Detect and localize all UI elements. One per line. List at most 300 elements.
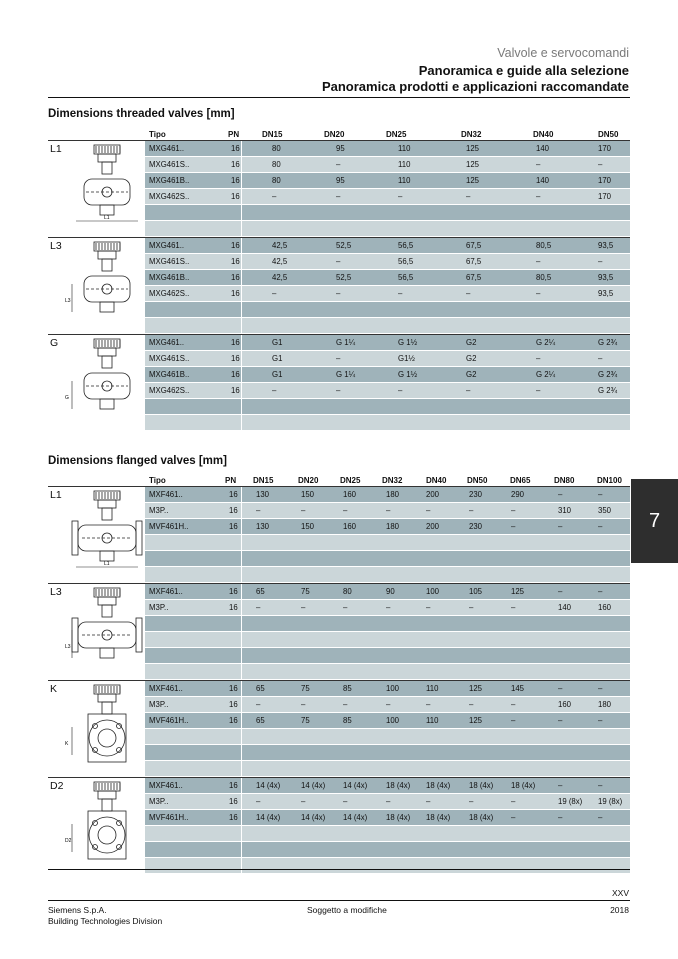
column-separator <box>241 503 242 518</box>
group-rows <box>145 141 630 237</box>
value-cell: – <box>301 603 306 612</box>
pn-cell: 16 <box>231 386 240 395</box>
table-row <box>145 415 630 431</box>
value-cell: – <box>536 257 541 266</box>
value-cell: 52,5 <box>336 273 352 282</box>
column-header: DN100 <box>597 476 622 485</box>
pn-cell: 16 <box>231 273 240 282</box>
type-cell: M3P.. <box>149 700 169 709</box>
value-cell: 110 <box>398 144 411 153</box>
column-separator <box>241 141 242 156</box>
type-cell: MVF461H.. <box>149 716 189 725</box>
table-row <box>145 858 630 874</box>
value-cell: – <box>398 386 403 395</box>
value-cell: G 1¼ <box>336 370 356 379</box>
value-cell: 19 (8x) <box>598 797 623 806</box>
value-cell: 85 <box>343 716 352 725</box>
value-cell: 56,5 <box>398 257 414 266</box>
pn-cell: 16 <box>229 716 238 725</box>
value-cell: – <box>558 587 563 596</box>
pn-cell: 16 <box>231 370 240 379</box>
value-cell: – <box>511 813 516 822</box>
value-cell: 80 <box>272 176 281 185</box>
value-cell: – <box>598 813 603 822</box>
pn-cell: 16 <box>229 603 238 612</box>
value-cell: 65 <box>256 587 265 596</box>
value-cell: – <box>343 797 348 806</box>
value-cell: – <box>598 716 603 725</box>
valve-drawing <box>64 143 150 240</box>
type-cell: MXG461S.. <box>149 354 190 363</box>
value-cell: – <box>536 354 541 363</box>
column-separator <box>241 681 242 696</box>
value-cell: – <box>511 603 516 612</box>
column-separator <box>241 367 242 382</box>
valve-group <box>48 140 630 237</box>
type-cell: MXF461.. <box>149 490 183 499</box>
valve-dimension-drawing <box>64 240 150 332</box>
pn-cell: 16 <box>229 587 238 596</box>
value-cell: – <box>336 192 341 201</box>
value-cell: 230 <box>469 522 483 531</box>
table-row <box>145 826 630 842</box>
value-cell: 56,5 <box>398 273 414 282</box>
column-separator <box>241 286 242 301</box>
value-cell: 125 <box>466 160 480 169</box>
column-separator <box>241 173 242 188</box>
column-separator <box>241 584 242 599</box>
value-cell: – <box>558 684 563 693</box>
column-separator <box>241 745 242 760</box>
value-cell: 140 <box>536 176 550 185</box>
value-cell: – <box>469 603 474 612</box>
value-cell: – <box>256 700 261 709</box>
value-cell: – <box>386 700 391 709</box>
pn-cell: 16 <box>229 684 238 693</box>
footer-division: Building Technologies Division <box>48 916 163 926</box>
type-cell: MXG461S.. <box>149 257 190 266</box>
column-separator <box>241 761 242 776</box>
value-cell: 100 <box>426 587 440 596</box>
type-cell: MXF461.. <box>149 587 183 596</box>
value-cell: – <box>558 522 563 531</box>
value-cell: 65 <box>256 716 265 725</box>
column-header: DN20 <box>298 476 319 485</box>
group-rows <box>145 238 630 334</box>
value-cell: – <box>511 506 516 515</box>
value-cell: G2 <box>466 338 477 347</box>
table-row <box>145 551 630 567</box>
value-cell: 125 <box>511 587 525 596</box>
valve-group <box>48 680 630 777</box>
table-row <box>145 157 630 173</box>
value-cell: 110 <box>398 176 411 185</box>
value-cell: 18 (4x) <box>386 813 411 822</box>
value-cell: – <box>301 506 306 515</box>
table-row <box>145 616 630 632</box>
value-cell: – <box>386 603 391 612</box>
table-row <box>145 519 630 535</box>
table-row <box>145 503 630 519</box>
table-row <box>145 567 630 583</box>
table-row <box>145 632 630 648</box>
value-cell: 85 <box>343 684 352 693</box>
value-cell: 130 <box>256 522 270 531</box>
value-cell: – <box>536 192 541 201</box>
chapter-tab[interactable]: 7 <box>631 479 678 563</box>
valve-dimension-drawing <box>64 683 150 775</box>
value-cell: – <box>256 797 261 806</box>
value-cell: 140 <box>558 603 572 612</box>
value-cell: 100 <box>386 684 400 693</box>
valve-dimension-drawing <box>64 489 150 581</box>
value-cell: 160 <box>343 522 357 531</box>
threaded-section-title: Dimensions threaded valves [mm] <box>48 108 235 120</box>
value-cell: 19 (8x) <box>558 797 583 806</box>
group-label: L1 <box>50 143 62 155</box>
table-row <box>145 351 630 367</box>
column-header: DN25 <box>340 476 361 485</box>
value-cell: 180 <box>598 700 612 709</box>
column-separator <box>241 551 242 566</box>
column-separator <box>241 600 242 615</box>
column-separator <box>241 632 242 647</box>
valve-group <box>48 486 630 583</box>
column-separator <box>241 519 242 534</box>
column-separator <box>241 221 242 236</box>
value-cell: 95 <box>336 144 345 153</box>
pn-cell: 16 <box>229 522 238 531</box>
group-rows <box>145 681 630 777</box>
value-cell: G 2¼ <box>536 370 556 379</box>
value-cell: 75 <box>301 716 310 725</box>
type-cell: MVF461H.. <box>149 813 189 822</box>
table-row <box>145 697 630 713</box>
table-row <box>145 302 630 318</box>
column-separator <box>241 697 242 712</box>
column-separator <box>241 810 242 825</box>
type-cell: MXF461.. <box>149 684 183 693</box>
value-cell: 93,5 <box>598 289 614 298</box>
type-cell: MXF461.. <box>149 781 183 790</box>
value-cell: 18 (4x) <box>426 813 451 822</box>
value-cell: 230 <box>469 490 483 499</box>
value-cell: – <box>598 354 603 363</box>
value-cell: – <box>466 289 471 298</box>
value-cell: – <box>336 354 341 363</box>
pn-cell: 16 <box>229 506 238 515</box>
column-header: DN40 <box>426 476 447 485</box>
value-cell: 170 <box>598 176 612 185</box>
value-cell: G 2¼ <box>536 338 556 347</box>
valve-drawing <box>64 586 150 683</box>
pn-cell: 16 <box>229 781 238 790</box>
header-category: Valvole e servocomandi <box>497 46 629 60</box>
column-separator <box>241 335 242 350</box>
value-cell: 90 <box>386 587 395 596</box>
value-cell: 150 <box>301 522 315 531</box>
value-cell: 18 (4x) <box>511 781 536 790</box>
column-separator <box>241 189 242 204</box>
table-row <box>145 383 630 399</box>
header-subtitle: Panoramica prodotti e applicazioni raccomandate <box>321 79 629 94</box>
column-header: Tipo <box>149 130 166 139</box>
value-cell: 75 <box>301 587 310 596</box>
table-row <box>145 286 630 302</box>
value-cell: 95 <box>336 176 345 185</box>
value-cell: 200 <box>426 490 440 499</box>
value-cell: – <box>469 797 474 806</box>
value-cell: – <box>272 192 277 201</box>
column-separator <box>241 794 242 809</box>
group-label: K <box>50 683 58 695</box>
value-cell: G 2¾ <box>598 338 618 347</box>
value-cell: 290 <box>511 490 525 499</box>
value-cell: 56,5 <box>398 241 414 250</box>
column-separator <box>241 270 242 285</box>
table-row <box>145 141 630 157</box>
dimension-label: K <box>65 741 69 747</box>
value-cell: – <box>343 700 348 709</box>
table-row <box>145 221 630 237</box>
value-cell: 52,5 <box>336 241 352 250</box>
value-cell: 170 <box>598 192 612 201</box>
table-row <box>145 761 630 777</box>
pn-cell: 16 <box>231 176 240 185</box>
value-cell: 80 <box>343 587 352 596</box>
footer-company: Siemens S.p.A. <box>48 905 107 915</box>
value-cell: 145 <box>511 684 525 693</box>
valve-dimension-drawing <box>64 143 150 235</box>
value-cell: – <box>426 797 431 806</box>
value-cell: – <box>466 386 471 395</box>
column-header: PN <box>228 130 240 139</box>
column-header: DN65 <box>510 476 531 485</box>
threaded-dimensions-table <box>48 128 630 431</box>
value-cell: G1 <box>272 354 283 363</box>
value-cell: 14 (4x) <box>343 781 368 790</box>
value-cell: 14 (4x) <box>301 781 326 790</box>
value-cell: 67,5 <box>466 241 482 250</box>
type-cell: MXG461B.. <box>149 370 190 379</box>
table-header-row <box>48 128 630 140</box>
table-header-row <box>48 474 630 486</box>
table-row <box>145 318 630 334</box>
value-cell: – <box>558 490 563 499</box>
value-cell: – <box>343 506 348 515</box>
footer-notice: Soggetto a modifiche <box>307 905 387 915</box>
value-cell: 18 (4x) <box>386 781 411 790</box>
pn-cell: 16 <box>231 354 240 363</box>
footer-year: 2018 <box>610 905 629 915</box>
value-cell: G1 <box>272 338 283 347</box>
value-cell: 140 <box>536 144 550 153</box>
pn-cell: 16 <box>229 700 238 709</box>
dimension-label: L1 <box>104 215 110 221</box>
value-cell: – <box>466 192 471 201</box>
column-separator <box>241 567 242 582</box>
value-cell: – <box>343 603 348 612</box>
group-rows <box>145 584 630 680</box>
value-cell: 18 (4x) <box>469 813 494 822</box>
table-row <box>145 270 630 286</box>
value-cell: G1 <box>272 370 283 379</box>
value-cell: 80 <box>272 160 281 169</box>
column-header: DN15 <box>262 130 283 139</box>
value-cell: 75 <box>301 684 310 693</box>
valve-dimension-drawing <box>64 337 150 429</box>
value-cell: – <box>256 506 261 515</box>
valve-group <box>48 777 630 874</box>
table-row <box>145 205 630 221</box>
dimension-label: D2 <box>65 838 72 844</box>
value-cell: 100 <box>386 716 400 725</box>
value-cell: 67,5 <box>466 257 482 266</box>
value-cell: 14 (4x) <box>256 781 281 790</box>
table-row <box>145 778 630 794</box>
value-cell: – <box>598 522 603 531</box>
group-label: L3 <box>50 586 62 598</box>
value-cell: 125 <box>466 144 480 153</box>
value-cell: – <box>336 257 341 266</box>
column-separator <box>241 842 242 857</box>
column-header: DN32 <box>461 130 482 139</box>
table-row <box>145 535 630 551</box>
column-separator <box>241 238 242 253</box>
value-cell: – <box>301 797 306 806</box>
value-cell: G 1¼ <box>336 338 356 347</box>
table-row <box>145 238 630 254</box>
value-cell: 42,5 <box>272 241 288 250</box>
value-cell: G 1½ <box>398 338 418 347</box>
value-cell: 170 <box>598 144 612 153</box>
value-cell: – <box>336 160 341 169</box>
value-cell: G 2¾ <box>598 370 618 379</box>
value-cell: – <box>558 716 563 725</box>
column-separator <box>241 157 242 172</box>
column-separator <box>241 487 242 502</box>
value-cell: 80 <box>272 144 281 153</box>
table-row <box>145 254 630 270</box>
value-cell: 125 <box>469 684 483 693</box>
value-cell: – <box>511 716 516 725</box>
value-cell: – <box>536 160 541 169</box>
valve-drawing <box>64 337 150 434</box>
type-cell: MXG461B.. <box>149 273 190 282</box>
value-cell: 93,5 <box>598 273 614 282</box>
type-cell: MXG462S.. <box>149 289 190 298</box>
column-separator <box>241 318 242 333</box>
pn-cell: 16 <box>229 490 238 499</box>
value-cell: – <box>426 603 431 612</box>
value-cell: – <box>598 160 603 169</box>
value-cell: 93,5 <box>598 241 614 250</box>
valve-drawing <box>64 683 150 780</box>
value-cell: – <box>598 684 603 693</box>
table-row <box>145 729 630 745</box>
column-separator <box>241 351 242 366</box>
value-cell: 180 <box>386 522 400 531</box>
table-row <box>145 713 630 729</box>
pn-cell: 16 <box>229 797 238 806</box>
value-cell: 110 <box>426 716 439 725</box>
group-label: G <box>50 337 59 349</box>
column-header: DN20 <box>324 130 345 139</box>
value-cell: – <box>536 386 541 395</box>
column-header: DN80 <box>554 476 575 485</box>
value-cell: 67,5 <box>466 273 482 282</box>
value-cell: – <box>398 192 403 201</box>
value-cell: – <box>598 587 603 596</box>
column-header: DN40 <box>533 130 554 139</box>
type-cell: MXG461B.. <box>149 176 190 185</box>
value-cell: 110 <box>398 160 411 169</box>
value-cell: – <box>598 490 603 499</box>
value-cell: 18 (4x) <box>426 781 451 790</box>
value-cell: – <box>386 797 391 806</box>
value-cell: – <box>256 603 261 612</box>
table-row <box>145 681 630 697</box>
type-cell: MXG462S.. <box>149 386 190 395</box>
table-bottom-rule <box>48 869 630 870</box>
type-cell: MXG461.. <box>149 338 185 347</box>
value-cell: 200 <box>426 522 440 531</box>
pn-cell: 16 <box>231 144 240 153</box>
value-cell: – <box>558 781 563 790</box>
valve-group <box>48 334 630 431</box>
value-cell: 125 <box>466 176 480 185</box>
value-cell: 180 <box>386 490 400 499</box>
value-cell: 14 (4x) <box>301 813 326 822</box>
column-separator <box>241 858 242 873</box>
column-separator <box>241 664 242 679</box>
value-cell: – <box>336 386 341 395</box>
value-cell: 65 <box>256 684 265 693</box>
value-cell: – <box>469 700 474 709</box>
column-separator <box>241 205 242 220</box>
value-cell: 80,5 <box>536 273 552 282</box>
valve-dimension-drawing <box>64 586 150 678</box>
value-cell: 14 (4x) <box>256 813 281 822</box>
value-cell: – <box>511 797 516 806</box>
value-cell: 160 <box>558 700 572 709</box>
value-cell: – <box>301 700 306 709</box>
table-row <box>145 794 630 810</box>
pn-cell: 16 <box>231 160 240 169</box>
table-row <box>145 648 630 664</box>
column-separator <box>241 302 242 317</box>
table-row <box>145 487 630 503</box>
value-cell: 42,5 <box>272 273 288 282</box>
table-row <box>145 189 630 205</box>
value-cell: 110 <box>426 684 439 693</box>
type-cell: M3P.. <box>149 506 169 515</box>
column-header: DN15 <box>253 476 274 485</box>
valve-drawing <box>64 240 150 337</box>
pn-cell: 16 <box>231 192 240 201</box>
group-rows <box>145 778 630 874</box>
dimension-label: L3 <box>65 644 71 650</box>
value-cell: – <box>272 289 277 298</box>
value-cell: 350 <box>598 506 612 515</box>
table-row <box>145 842 630 858</box>
group-label: D2 <box>50 780 64 792</box>
table-row <box>145 367 630 383</box>
group-rows <box>145 487 630 583</box>
pn-cell: 16 <box>231 241 240 250</box>
value-cell: 105 <box>469 587 483 596</box>
type-cell: M3P.. <box>149 603 169 612</box>
